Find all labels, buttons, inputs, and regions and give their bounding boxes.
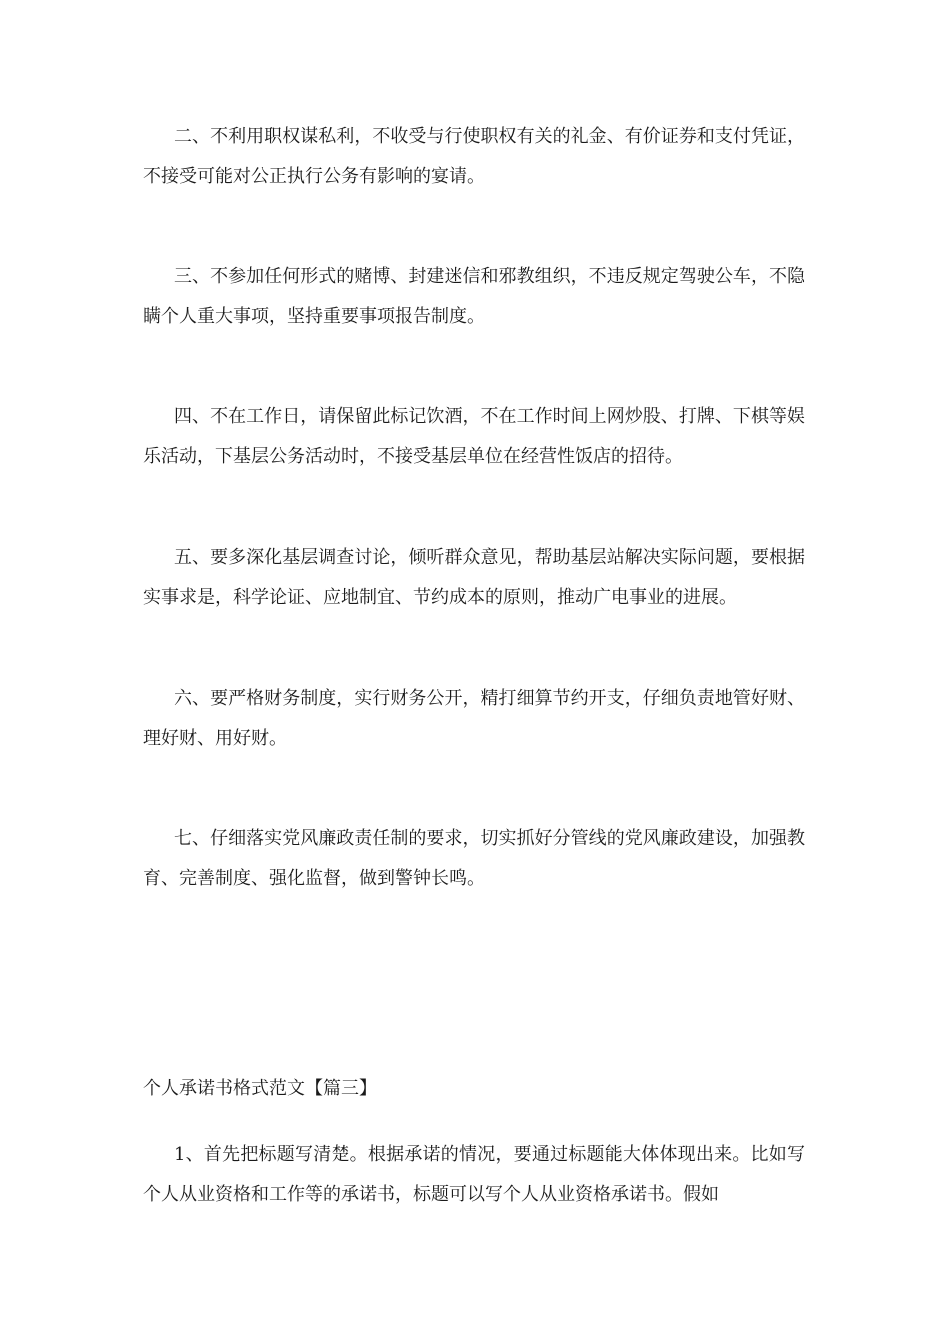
paragraph-3: 三、不参加任何形式的赌博、封建迷信和邪教组织，不违反规定驾驶公车，不隐瞒个人重大事项，坚持重要事项报告制度。 [143,266,805,327]
paragraph-2: 二、不利用职权谋私利，不收受与行使职权有关的礼金、有价证券和支付凭证，不接受可能对公正执行公务有影响的宴请。 [143,126,805,187]
section-paragraph-1: 1、首先把标题写清楚。根据承诺的情况，要通过标题能大体体现出来。比如写个人从业资格和工作等的承诺书，标题可以写个人从业资格承诺书。假如 [143,1144,805,1205]
paragraph-5: 五、要多深化基层调查讨论，倾听群众意见，帮助基层站解决实际问题，要根据实事求是，科学论证、应地制宜、节约成本的原则，推动广电事业的进展。 [143,547,805,608]
paragraph-6: 六、要严格财务制度，实行财务公开，精打细算节约开支，仔细负责地管好财、理好财、用好财。 [143,688,805,749]
paragraph-7: 七、仔细落实党风廉政责任制的要求，切实抓好分管线的党风廉政建设，加强教育、完善制度、强化监督，做到警钟长鸣。 [143,828,805,889]
section-title: 个人承诺书格式范文【篇三】 [143,1078,377,1099]
paragraph-4: 四、不在工作日，请保留此标记饮酒，不在工作时间上网炒股、打牌、下棋等娱乐活动，下基层公务活动时，不接受基层单位在经营性饭店的招待。 [143,406,805,467]
